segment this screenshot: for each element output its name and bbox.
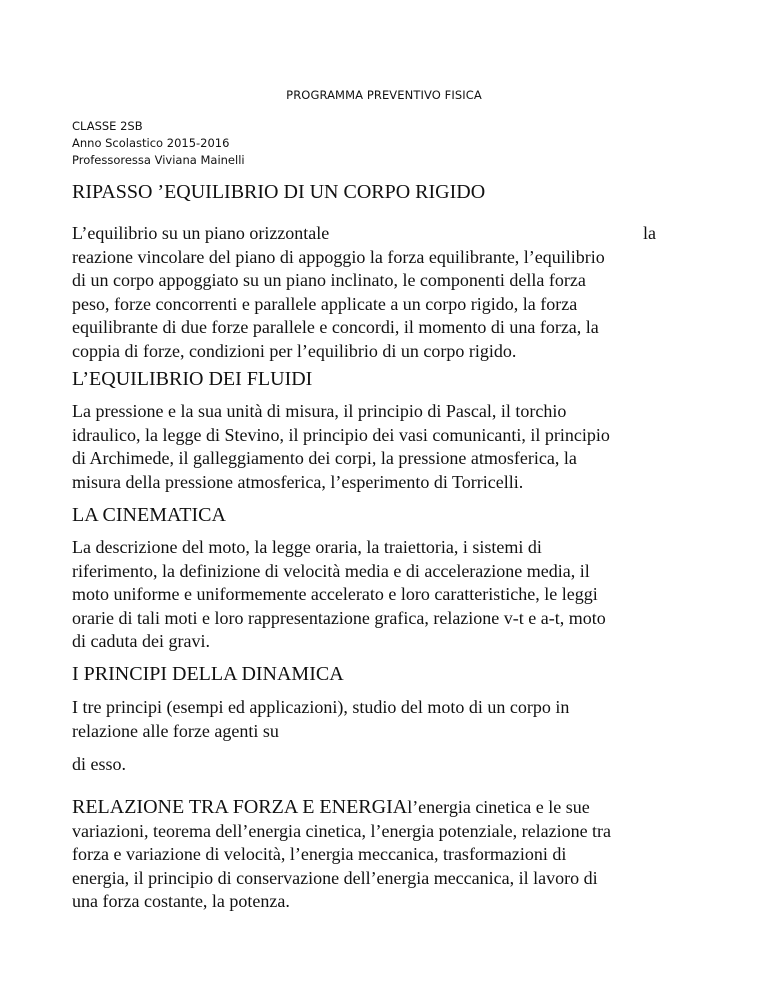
paragraph-line: forza e variazione di velocità, l’energia meccanica, trasformazioni di	[72, 844, 567, 864]
section-body-energy	[72, 796, 712, 914]
paragraph-line: I tre principi (esempi ed applicazioni), studio del moto di un corpo in	[72, 697, 570, 717]
paragraph-line: idraulico, la legge di Stevino, il principio dei vasi comunicanti, il principio	[72, 424, 610, 445]
paragraph-first-line	[72, 222, 712, 246]
teacher-name: Professoressa Viviana Mainelli	[72, 153, 245, 167]
section-body-rigid-body	[72, 222, 712, 363]
section-heading-energy: RELAZIONE TRA FORZA E ENERGIA	[72, 796, 408, 818]
paragraph-line: relazione alle forze agenti su	[72, 720, 279, 741]
section-heading-fluids: L’EQUILIBRIO DEI FLUIDI	[72, 368, 313, 390]
section-heading-dynamics: I PRINCIPI DELLA DINAMICA	[72, 663, 344, 685]
paragraph-line: misura della pressione atmosferica, l’esperimento di Torricelli.	[72, 471, 524, 492]
school-year: Anno Scolastico 2015-2016	[72, 136, 230, 150]
paragraph-line: riferimento, la definizione di velocità media e di accelerazione media, il	[72, 560, 590, 581]
paragraph-line: variazioni, teorema dell’energia cinetica, l’energia potenziale, relazione tra	[72, 820, 612, 841]
paragraph-text: la	[643, 223, 656, 243]
paragraph-line: orarie di tali moti e loro rappresentazione grafica, relazione v-t e a-t, moto	[72, 607, 606, 628]
paragraph-line: La descrizione del moto, la legge oraria, la traiettoria, i sistemi di	[72, 537, 542, 557]
paragraph-line: equilibrante di due forze parallele e concordi, il momento di una forza, la	[72, 317, 599, 337]
section-body-dynamics-continued	[72, 753, 712, 777]
document-meta	[72, 118, 245, 169]
paragraph-line: reazione vincolare del piano di appoggio la forza equilibrante, l’equilibrio	[72, 246, 605, 267]
paragraph-line: di un corpo appoggiato su un piano inclinato, le componenti della forza	[72, 270, 586, 290]
paragraph-line: La pressione e la sua unità di misura, il principio di Pascal, il torchio	[72, 401, 567, 421]
paragraph-line: di caduta dei gravi.	[72, 631, 210, 651]
paragraph-line: energia, il principio di conservazione dell’energia meccanica, il lavoro di	[72, 867, 598, 888]
paragraph-line: coppia di forze, condizioni per l’equilibrio di un corpo rigido.	[72, 340, 517, 361]
paragraph-line: di esso.	[72, 754, 126, 774]
paragraph-line: peso, forze concorrenti e parallele applicate a un corpo rigido, la forza	[72, 293, 578, 314]
section-body-fluids	[72, 400, 712, 494]
paragraph-text: L’equilibrio su un piano orizzontale	[72, 223, 330, 243]
section-heading-rigid-body: RIPASSO ’EQUILIBRIO DI UN CORPO RIGIDO	[72, 181, 486, 203]
section-heading-kinematics: LA CINEMATICA	[72, 504, 226, 526]
paragraph-text: l’energia cinetica e le sue	[407, 797, 590, 817]
paragraph-line: moto uniforme e uniformemente accelerato e loro caratteristiche, le leggi	[72, 584, 598, 604]
document-title: PROGRAMMA PREVENTIVO FISICA	[286, 88, 482, 102]
paragraph-first-line	[72, 796, 712, 820]
class-label: CLASSE 2SB	[72, 119, 143, 133]
paragraph-line: di Archimede, il galleggiamento dei corpi, la pressione atmosferica, la	[72, 448, 577, 468]
paragraph-line: una forza costante, la potenza.	[72, 891, 290, 911]
section-body-dynamics	[72, 696, 712, 743]
section-body-kinematics	[72, 536, 712, 654]
